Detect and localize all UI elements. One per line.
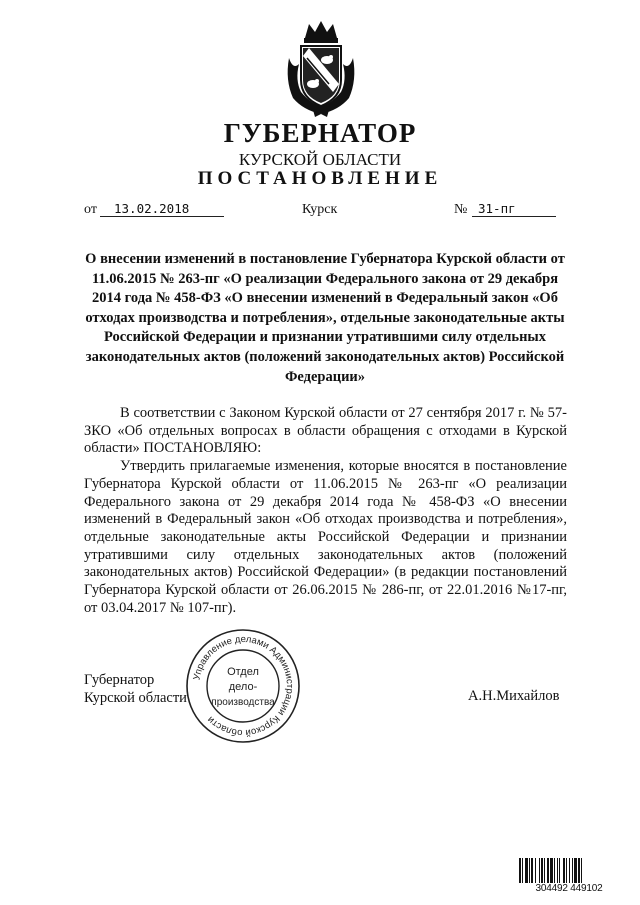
position-line: Губернатор (84, 672, 155, 688)
stamp-ring-text: Управление делами Администрации Курской области (191, 633, 296, 739)
decree-date: 13.02.2018 (114, 201, 190, 216)
decree-subject: О внесении изменений в постановление Губернатора Курской области от 11.06.2015 № 263-пг «О реализации Федерального закона от 29 декабря 2014 года № 458-ФЗ «О внесении изменений в Федеральный закон «Об отходах производства и потребления», отдельные законодательные акты Российской Федерации и признании утратившими силу отдельных законодательных актов (положений законодательных актов) Российской Федерации» (85, 251, 565, 385)
city-name: Курск (302, 202, 338, 217)
barcode-bar (550, 858, 553, 884)
barcode-bar (581, 858, 582, 884)
position-line: Курской области (84, 690, 187, 706)
office-stamp (185, 628, 301, 744)
barcode-bar (547, 858, 549, 884)
decree-body (84, 405, 567, 617)
stamp-center-line: Отдел (227, 666, 259, 678)
barcode-bar (574, 858, 577, 884)
date-label: от (84, 202, 97, 217)
barcode-bar (529, 858, 530, 884)
barcode-bar (531, 858, 533, 884)
barcode-bar (544, 858, 545, 884)
barcode-bar (554, 858, 555, 884)
number-underline (472, 216, 556, 217)
barcode-bar (539, 858, 540, 884)
barcode-bar (525, 858, 528, 884)
signatory-position (84, 671, 187, 707)
barcode-bar (566, 858, 567, 884)
number-label: № (454, 202, 468, 217)
region-name: КУРСКОЙ ОБЛАСТИ (238, 150, 402, 169)
barcode-bar (578, 858, 580, 884)
barcode-bar (541, 858, 543, 884)
stamp-center-line: производства (211, 697, 275, 708)
document-title: ГУБЕРНАТОР (223, 118, 417, 148)
barcode-bar (569, 858, 570, 884)
barcode-bar (559, 858, 560, 884)
barcode-number: 304492 449102 (518, 883, 620, 894)
barcode-bar (563, 858, 565, 884)
barcode-bar (557, 858, 558, 884)
barcode-bar (522, 858, 523, 884)
barcode-bar (535, 858, 536, 884)
body-paragraph: Утвердить прилагаемые изменения, которые вносятся в постановление Губернатора Курской области от 11.06.2015 № 263-пг «О реализации Федерального закона от 29 декабря 2014 года № 458-ФЗ «О внесении изменений в Федеральный закон «Об отходах производства и потребления», отдельные законодательные акты Российской Федерации и признании утратившими силу отдельных законодательных актов (положений законодательных актов) Российской Федерации» (в редакции постановлений Губернатора Курской области от 26.06.2015 № 286-пг, от 22.01.2016 №17-пг, от 03.04.2017 № 107-пг). (84, 458, 567, 616)
decree-number: 31-пг (478, 201, 516, 216)
body-paragraph: В соответствии с Законом Курской области от 27 сентября 2017 г. № 57-ЗКО «Об отдельных вопросах в области обращения с отходами в Курской области» ПОСТАНОВЛЯЮ: (84, 405, 567, 457)
document-type: ПОСТАНОВЛЕНИЕ (197, 168, 443, 189)
date-underline (100, 216, 224, 217)
stamp-center-line: дело- (228, 681, 258, 693)
barcode-bar (519, 858, 521, 884)
signatory-name: А.Н.Михайлов (468, 688, 560, 704)
barcode-bar (572, 858, 573, 884)
coat-of-arms-emblem (283, 18, 359, 118)
